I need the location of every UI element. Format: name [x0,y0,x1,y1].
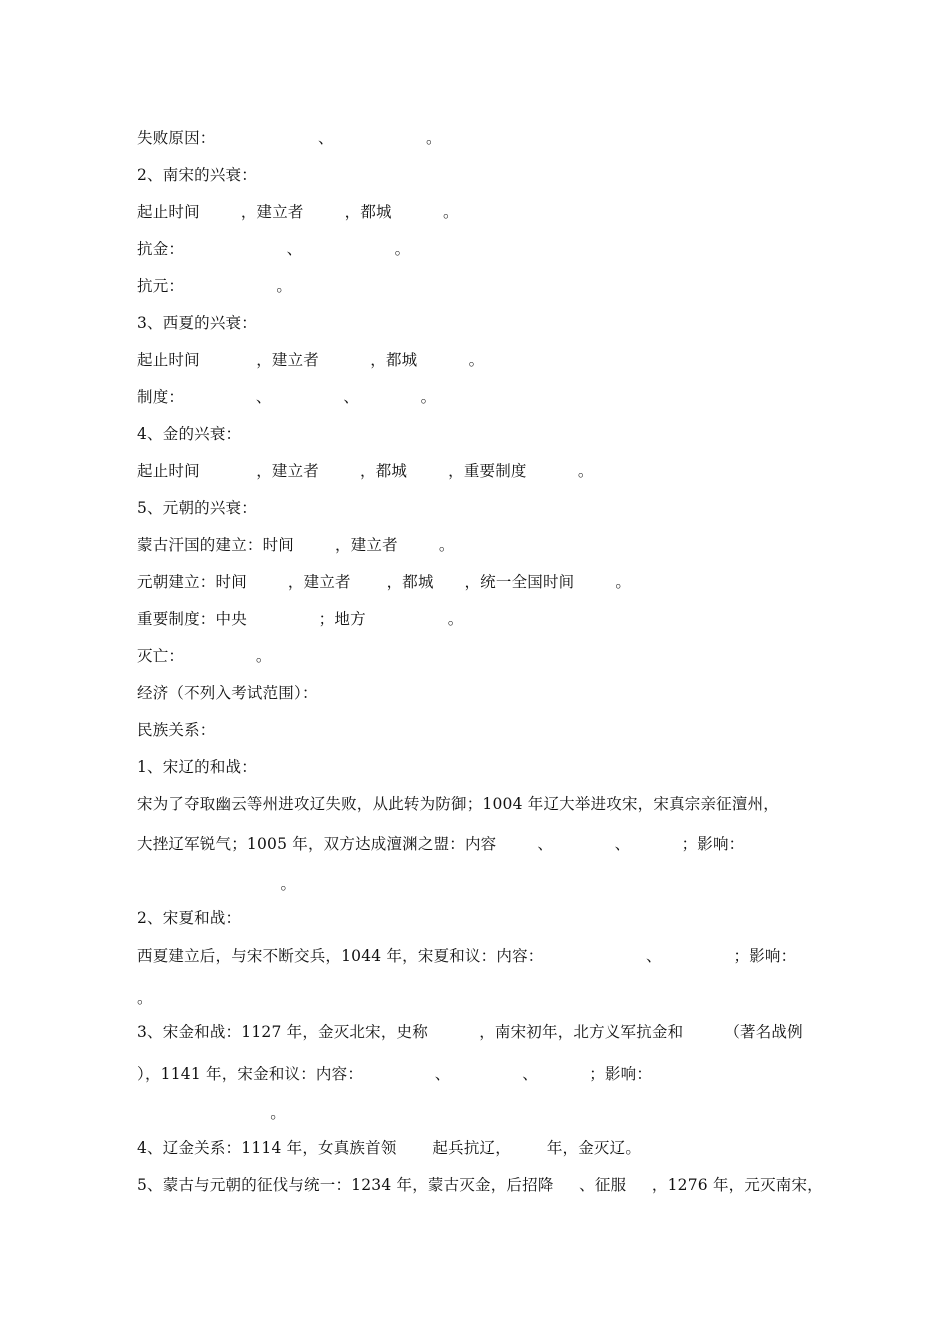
paragraph-song-jin-line-1: 3、宋金和战：1127 年，金灭北宋，史称 ，南宋初年，北方义军抗金和 （著名战例 [137,1023,803,1041]
paragraph-song-liao-line-1: 宋为了夺取幽云等州进攻辽失败，从此转为防御；1004 年辽大举进攻宋，宋真宗亲征澶州， [137,795,779,813]
paragraph-song-jin-line-3: 。 [137,1104,287,1122]
heading-economy: 经济（不列入考试范围）： [137,684,318,702]
heading-yuan: 5、元朝的兴衰： [137,499,257,517]
text-line-mongol-khanate: 蒙古汗国的建立：时间 ，建立者 。 [137,536,455,554]
text-line-western-xia-basics: 起止时间 ，建立者 ，都城 。 [137,351,485,369]
paragraph-mongol-yuan: 5、蒙古与元朝的征伐与统一：1234 年，蒙古灭金，后招降 、征服 ，1276 年，元灭南宋， [137,1176,823,1194]
paragraph-song-liao-line-3: 。 [137,875,297,893]
text-line-yuan-founding: 元朝建立：时间 ，建立者 ，都城 ，统一全国时间 。 [137,573,632,591]
heading-song-xia: 2、宋夏和战： [137,909,242,927]
text-line-southern-song-basics: 起止时间 ，建立者 ，都城 。 [137,203,459,221]
paragraph-liao-jin: 4、辽金关系：1114 年，女真族首领 起兵抗辽， 年，金灭辽。 [137,1139,642,1157]
text-line-yuan-fall: 灭亡： 。 [137,647,272,665]
heading-southern-song: 2、南宋的兴衰： [137,166,257,184]
text-line-western-xia-system: 制度： 、 、 。 [137,388,437,406]
paragraph-song-xia-line-1: 西夏建立后，与宋不断交兵，1044 年，宋夏和议：内容： 、 ；影响： [137,947,797,965]
paragraph-song-liao-line-2: 大挫辽军锐气；1005 年，双方达成澶渊之盟：内容 、 、 ；影响： [137,835,745,853]
heading-song-liao: 1、宋辽的和战： [137,758,257,776]
text-line-resist-yuan: 抗元： 。 [137,277,293,295]
text-line-yuan-system: 重要制度：中央 ；地方 。 [137,610,464,628]
text-line-resist-jin: 抗金： 、 。 [137,240,411,258]
heading-ethnic-relations: 民族关系： [137,721,216,739]
heading-jin: 4、金的兴衰： [137,425,242,443]
heading-western-xia: 3、西夏的兴衰： [137,314,257,332]
text-line-jin-basics: 起止时间 ，建立者 ，都城 ，重要制度 。 [137,462,594,480]
text-line-failure-reasons: 失败原因： 、 。 [137,129,442,147]
paragraph-song-jin-line-2: ），1141 年，宋金和议：内容： 、 、 ；影响： [137,1065,653,1083]
paragraph-song-xia-line-2: 。 [137,989,153,1007]
